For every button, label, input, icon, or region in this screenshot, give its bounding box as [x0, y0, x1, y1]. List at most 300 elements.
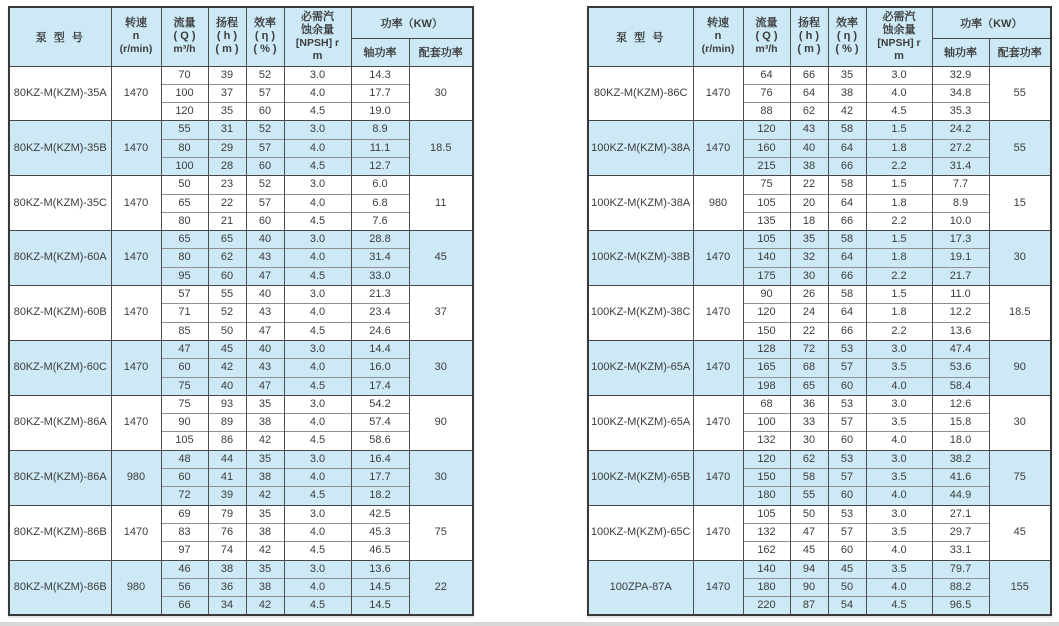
shaft-power-cell: 12.6 [932, 395, 989, 413]
efficiency-cell: 38 [246, 469, 284, 487]
efficiency-cell: 54 [828, 597, 866, 616]
efficiency-cell: 57 [246, 194, 284, 212]
npsh-cell: 4.5 [866, 103, 932, 121]
speed-cell: 1470 [693, 231, 743, 286]
table-body [9, 66, 473, 615]
speed-cell: 1470 [111, 286, 161, 341]
head-cell: 64 [790, 84, 828, 102]
flow-cell: 105 [743, 231, 790, 249]
shaft-power-cell: 79.7 [932, 560, 989, 578]
flow-cell: 132 [743, 523, 790, 541]
npsh-cell: 4.0 [866, 432, 932, 450]
efficiency-cell: 60 [246, 103, 284, 121]
pump-model-cell: 100KZ-M(KZM)-65B [588, 450, 693, 505]
shaft-power-cell: 17.7 [351, 469, 409, 487]
shaft-power-cell: 14.5 [351, 578, 409, 596]
shaft-power-cell: 15.8 [932, 414, 989, 432]
head-cell: 62 [208, 249, 246, 267]
npsh-cell: 2.2 [866, 157, 932, 175]
head-cell: 23 [208, 176, 246, 194]
head-cell: 29 [208, 139, 246, 157]
matched-power-cell: 75 [409, 505, 473, 560]
npsh-cell: 1.8 [866, 249, 932, 267]
efficiency-cell: 35 [246, 450, 284, 468]
npsh-cell: 4.5 [866, 597, 932, 616]
efficiency-cell: 58 [828, 121, 866, 139]
head-cell: 39 [208, 66, 246, 84]
matched-power-cell: 45 [409, 231, 473, 286]
flow-cell: 83 [161, 523, 208, 541]
head-cell: 35 [208, 103, 246, 121]
head-cell: 22 [790, 322, 828, 340]
efficiency-cell: 47 [246, 267, 284, 285]
speed-cell: 1470 [693, 340, 743, 395]
speed-cell: 1470 [693, 286, 743, 341]
flow-cell: 100 [743, 414, 790, 432]
flow-cell: 69 [161, 505, 208, 523]
npsh-cell: 3.0 [284, 66, 351, 84]
head-cell: 35 [790, 231, 828, 249]
npsh-cell: 1.8 [866, 139, 932, 157]
efficiency-cell: 60 [828, 487, 866, 505]
npsh-cell: 4.0 [866, 84, 932, 102]
efficiency-cell: 64 [828, 304, 866, 322]
table-header [588, 7, 1051, 66]
shaft-power-cell: 27.2 [932, 139, 989, 157]
efficiency-cell: 52 [246, 176, 284, 194]
efficiency-cell: 64 [828, 139, 866, 157]
flow-cell: 175 [743, 267, 790, 285]
flow-cell: 90 [743, 286, 790, 304]
efficiency-cell: 53 [828, 505, 866, 523]
shaft-power-cell: 14.4 [351, 340, 409, 358]
head-cell: 44 [208, 450, 246, 468]
npsh-cell: 2.2 [866, 322, 932, 340]
efficiency-cell: 45 [828, 560, 866, 578]
col-header-head: 扬程 ( h ) ( m ) [790, 7, 828, 66]
shaft-power-cell: 33.0 [351, 267, 409, 285]
pump-model-cell: 100KZ-M(KZM)-38A [588, 176, 693, 231]
npsh-cell: 4.0 [284, 523, 351, 541]
speed-cell: 1470 [111, 231, 161, 286]
shaft-power-cell: 18.2 [351, 487, 409, 505]
flow-cell: 75 [161, 395, 208, 413]
npsh-cell: 3.0 [866, 340, 932, 358]
head-cell: 90 [790, 578, 828, 596]
col-header-pump-model: 泵 型 号 [588, 7, 693, 66]
flow-cell: 65 [161, 194, 208, 212]
pump-data-row [588, 176, 1051, 194]
pump-model-cell: 80KZ-M(KZM)-35A [9, 66, 111, 121]
col-header-npsh: 必需汽 蚀余量 [NPSH] r m [284, 7, 351, 66]
shaft-power-cell: 33.1 [932, 542, 989, 560]
efficiency-cell: 66 [828, 212, 866, 230]
pump-model-cell: 80KZ-M(KZM)-35B [9, 121, 111, 176]
pump-data-row [9, 560, 473, 578]
flow-cell: 60 [161, 469, 208, 487]
npsh-cell: 4.0 [284, 359, 351, 377]
pump-data-row [588, 66, 1051, 84]
shaft-power-cell: 12.7 [351, 157, 409, 175]
pump-model-cell: 100KZ-M(KZM)-65A [588, 395, 693, 450]
efficiency-cell: 60 [246, 212, 284, 230]
shaft-power-cell: 19.1 [932, 249, 989, 267]
efficiency-cell: 60 [828, 377, 866, 395]
speed-cell: 980 [693, 176, 743, 231]
speed-cell: 1470 [111, 66, 161, 121]
efficiency-cell: 66 [828, 322, 866, 340]
pump-model-cell: 100KZ-M(KZM)-38C [588, 286, 693, 341]
head-cell: 33 [790, 414, 828, 432]
col-header-efficiency: 效率 ( η ) ( % ) [246, 7, 284, 66]
pump-model-cell: 80KZ-M(KZM)-86B [9, 560, 111, 615]
head-cell: 21 [208, 212, 246, 230]
col-header-shaft-power: 轴功率 [932, 38, 989, 66]
flow-cell: 65 [161, 231, 208, 249]
pump-data-row [588, 121, 1051, 139]
flow-cell: 48 [161, 450, 208, 468]
flow-cell: 180 [743, 578, 790, 596]
pump-data-row [588, 560, 1051, 578]
pump-data-row [9, 286, 473, 304]
pump-model-cell: 100KZ-M(KZM)-38B [588, 231, 693, 286]
flow-cell: 95 [161, 267, 208, 285]
head-cell: 36 [208, 578, 246, 596]
head-cell: 86 [208, 432, 246, 450]
head-cell: 55 [208, 286, 246, 304]
efficiency-cell: 42 [246, 487, 284, 505]
shaft-power-cell: 7.6 [351, 212, 409, 230]
efficiency-cell: 60 [828, 432, 866, 450]
head-cell: 40 [208, 377, 246, 395]
shaft-power-cell: 96.5 [932, 597, 989, 616]
matched-power-cell: 30 [409, 66, 473, 121]
flow-cell: 140 [743, 249, 790, 267]
flow-cell: 215 [743, 157, 790, 175]
matched-power-cell: 90 [989, 340, 1051, 395]
head-cell: 93 [208, 395, 246, 413]
head-cell: 65 [790, 377, 828, 395]
shaft-power-cell: 8.9 [932, 194, 989, 212]
matched-power-cell: 75 [989, 450, 1051, 505]
head-cell: 60 [208, 267, 246, 285]
npsh-cell: 4.5 [284, 432, 351, 450]
npsh-cell: 1.5 [866, 231, 932, 249]
flow-cell: 128 [743, 340, 790, 358]
efficiency-cell: 47 [246, 377, 284, 395]
flow-cell: 132 [743, 432, 790, 450]
head-cell: 40 [790, 139, 828, 157]
npsh-cell: 1.8 [866, 304, 932, 322]
shaft-power-cell: 29.7 [932, 523, 989, 541]
flow-cell: 90 [161, 414, 208, 432]
flow-cell: 165 [743, 359, 790, 377]
matched-power-cell: 45 [989, 505, 1051, 560]
pump-data-row [588, 450, 1051, 468]
efficiency-cell: 52 [246, 66, 284, 84]
npsh-cell: 4.0 [284, 304, 351, 322]
flow-cell: 68 [743, 395, 790, 413]
speed-cell: 1470 [111, 340, 161, 395]
npsh-cell: 4.0 [284, 578, 351, 596]
flow-cell: 135 [743, 212, 790, 230]
head-cell: 45 [790, 542, 828, 560]
head-cell: 18 [790, 212, 828, 230]
npsh-cell: 3.0 [284, 395, 351, 413]
pump-model-cell: 80KZ-M(KZM)-86A [9, 450, 111, 505]
head-cell: 45 [208, 340, 246, 358]
npsh-cell: 3.0 [284, 176, 351, 194]
shaft-power-cell: 54.2 [351, 395, 409, 413]
npsh-cell: 4.0 [284, 469, 351, 487]
head-cell: 38 [208, 560, 246, 578]
shaft-power-cell: 11.0 [932, 286, 989, 304]
npsh-cell: 3.0 [866, 395, 932, 413]
speed-cell: 1470 [111, 121, 161, 176]
head-cell: 89 [208, 414, 246, 432]
efficiency-cell: 50 [828, 578, 866, 596]
head-cell: 30 [790, 432, 828, 450]
col-header-matched-power: 配套功率 [409, 38, 473, 66]
matched-power-cell: 37 [409, 286, 473, 341]
col-header-flow: 流量 ( Q ) m³/h [743, 7, 790, 66]
efficiency-cell: 53 [828, 395, 866, 413]
pump-data-row [9, 340, 473, 358]
col-header-head: 扬程 ( h ) ( m ) [208, 7, 246, 66]
head-cell: 50 [208, 322, 246, 340]
npsh-cell: 3.0 [866, 450, 932, 468]
efficiency-cell: 42 [246, 432, 284, 450]
shaft-power-cell: 34.8 [932, 84, 989, 102]
npsh-cell: 3.0 [284, 286, 351, 304]
shaft-power-cell: 45.3 [351, 523, 409, 541]
pump-model-cell: 100KZ-M(KZM)-65C [588, 505, 693, 560]
head-cell: 55 [790, 487, 828, 505]
flow-cell: 72 [161, 487, 208, 505]
speed-cell: 1470 [693, 121, 743, 176]
head-cell: 38 [790, 157, 828, 175]
head-cell: 22 [790, 176, 828, 194]
efficiency-cell: 66 [828, 157, 866, 175]
head-cell: 41 [208, 469, 246, 487]
shaft-power-cell: 27.1 [932, 505, 989, 523]
shaft-power-cell: 44.9 [932, 487, 989, 505]
col-header-pump-model: 泵 型 号 [9, 7, 111, 66]
col-header-efficiency: 效率 ( η ) ( % ) [828, 7, 866, 66]
efficiency-cell: 42 [246, 542, 284, 560]
efficiency-cell: 60 [828, 542, 866, 560]
npsh-cell: 3.0 [284, 560, 351, 578]
npsh-cell: 3.0 [284, 231, 351, 249]
flow-cell: 105 [743, 194, 790, 212]
flow-cell: 100 [161, 157, 208, 175]
head-cell: 94 [790, 560, 828, 578]
npsh-cell: 4.5 [284, 377, 351, 395]
flow-cell: 47 [161, 340, 208, 358]
pump-data-row [588, 286, 1051, 304]
speed-cell: 980 [111, 450, 161, 505]
pump-model-cell: 80KZ-M(KZM)-35C [9, 176, 111, 231]
npsh-cell: 3.0 [866, 505, 932, 523]
col-header-power-kw: 功率（KW） [932, 7, 1051, 38]
npsh-cell: 3.5 [866, 414, 932, 432]
npsh-cell: 4.0 [866, 377, 932, 395]
head-cell: 30 [790, 267, 828, 285]
shaft-power-cell: 16.0 [351, 359, 409, 377]
flow-cell: 105 [161, 432, 208, 450]
shaft-power-cell: 28.8 [351, 231, 409, 249]
npsh-cell: 1.5 [866, 176, 932, 194]
npsh-cell: 3.5 [866, 359, 932, 377]
efficiency-cell: 53 [828, 450, 866, 468]
npsh-cell: 3.0 [284, 505, 351, 523]
speed-cell: 1470 [693, 450, 743, 505]
matched-power-cell: 11 [409, 176, 473, 231]
speed-cell: 1470 [693, 505, 743, 560]
matched-power-cell: 55 [989, 66, 1051, 121]
efficiency-cell: 53 [828, 340, 866, 358]
col-header-speed: 转速 n (r/min) [111, 7, 161, 66]
flow-cell: 80 [161, 212, 208, 230]
npsh-cell: 4.0 [284, 249, 351, 267]
pump-model-cell: 80KZ-M(KZM)-60A [9, 231, 111, 286]
shaft-power-cell: 21.7 [932, 267, 989, 285]
efficiency-cell: 58 [828, 231, 866, 249]
efficiency-cell: 57 [828, 523, 866, 541]
shaft-power-cell: 31.4 [932, 157, 989, 175]
npsh-cell: 2.2 [866, 212, 932, 230]
efficiency-cell: 38 [828, 84, 866, 102]
flow-cell: 162 [743, 542, 790, 560]
pump-model-cell: 80KZ-M(KZM)-60B [9, 286, 111, 341]
flow-cell: 100 [161, 84, 208, 102]
efficiency-cell: 42 [246, 597, 284, 616]
pump-data-row [9, 395, 473, 413]
efficiency-cell: 43 [246, 249, 284, 267]
efficiency-cell: 47 [246, 322, 284, 340]
efficiency-cell: 57 [246, 84, 284, 102]
npsh-cell: 2.2 [866, 267, 932, 285]
col-header-flow: 流量 ( Q ) m³/h [161, 7, 208, 66]
flow-cell: 60 [161, 359, 208, 377]
npsh-cell: 4.5 [284, 157, 351, 175]
npsh-cell: 4.0 [284, 84, 351, 102]
speed-cell: 1470 [693, 560, 743, 615]
flow-cell: 120 [743, 304, 790, 322]
efficiency-cell: 57 [828, 359, 866, 377]
shaft-power-cell: 7.7 [932, 176, 989, 194]
pump-model-cell: 100KZ-M(KZM)-65A [588, 340, 693, 395]
shaft-power-cell: 18.0 [932, 432, 989, 450]
pump-model-cell: 80KZ-M(KZM)-86C [588, 66, 693, 121]
matched-power-cell: 55 [989, 121, 1051, 176]
flow-cell: 140 [743, 560, 790, 578]
shaft-power-cell: 42.5 [351, 505, 409, 523]
flow-cell: 120 [743, 450, 790, 468]
shaft-power-cell: 24.6 [351, 322, 409, 340]
shaft-power-cell: 23.4 [351, 304, 409, 322]
col-header-shaft-power: 轴功率 [351, 38, 409, 66]
flow-cell: 64 [743, 66, 790, 84]
shaft-power-cell: 38.2 [932, 450, 989, 468]
efficiency-cell: 64 [828, 194, 866, 212]
efficiency-cell: 38 [246, 414, 284, 432]
speed-cell: 1470 [693, 66, 743, 121]
flow-cell: 80 [161, 139, 208, 157]
npsh-cell: 1.5 [866, 286, 932, 304]
efficiency-cell: 57 [828, 469, 866, 487]
npsh-cell: 3.0 [866, 66, 932, 84]
matched-power-cell: 30 [409, 340, 473, 395]
head-cell: 28 [208, 157, 246, 175]
shaft-power-cell: 14.3 [351, 66, 409, 84]
col-header-speed: 转速 n (r/min) [693, 7, 743, 66]
efficiency-cell: 57 [828, 414, 866, 432]
speed-cell: 980 [111, 560, 161, 615]
table-header [9, 7, 473, 66]
pump-data-row [9, 66, 473, 84]
speed-cell: 1470 [111, 395, 161, 450]
head-cell: 37 [208, 84, 246, 102]
head-cell: 62 [790, 450, 828, 468]
head-cell: 32 [790, 249, 828, 267]
pump-model-cell: 80KZ-M(KZM)-60C [9, 340, 111, 395]
head-cell: 79 [208, 505, 246, 523]
pump-data-row [9, 450, 473, 468]
matched-power-cell: 30 [989, 395, 1051, 450]
npsh-cell: 4.5 [284, 212, 351, 230]
npsh-cell: 4.0 [284, 414, 351, 432]
npsh-cell: 1.5 [866, 121, 932, 139]
npsh-cell: 3.5 [866, 523, 932, 541]
pump-data-row [588, 395, 1051, 413]
pump-model-cell: 100ZPA-87A [588, 560, 693, 615]
shaft-power-cell: 16.4 [351, 450, 409, 468]
flow-cell: 88 [743, 103, 790, 121]
matched-power-cell: 155 [989, 560, 1051, 615]
efficiency-cell: 58 [828, 176, 866, 194]
efficiency-cell: 60 [246, 157, 284, 175]
head-cell: 43 [790, 121, 828, 139]
shaft-power-cell: 21.3 [351, 286, 409, 304]
head-cell: 62 [790, 103, 828, 121]
npsh-cell: 3.0 [284, 340, 351, 358]
efficiency-cell: 42 [828, 103, 866, 121]
shaft-power-cell: 31.4 [351, 249, 409, 267]
head-cell: 20 [790, 194, 828, 212]
matched-power-cell: 18.5 [989, 286, 1051, 341]
flow-cell: 46 [161, 560, 208, 578]
pump-model-cell: 80KZ-M(KZM)-86A [9, 395, 111, 450]
npsh-cell: 4.0 [866, 542, 932, 560]
efficiency-cell: 66 [828, 267, 866, 285]
head-cell: 22 [208, 194, 246, 212]
head-cell: 52 [208, 304, 246, 322]
flow-cell: 120 [743, 121, 790, 139]
head-cell: 31 [208, 121, 246, 139]
flow-cell: 150 [743, 322, 790, 340]
matched-power-cell: 15 [989, 176, 1051, 231]
efficiency-cell: 43 [246, 359, 284, 377]
flow-cell: 80 [161, 249, 208, 267]
efficiency-cell: 52 [246, 121, 284, 139]
shaft-power-cell: 19.0 [351, 103, 409, 121]
flow-cell: 120 [161, 103, 208, 121]
shaft-power-cell: 47.4 [932, 340, 989, 358]
head-cell: 68 [790, 359, 828, 377]
head-cell: 72 [790, 340, 828, 358]
shaft-power-cell: 46.5 [351, 542, 409, 560]
